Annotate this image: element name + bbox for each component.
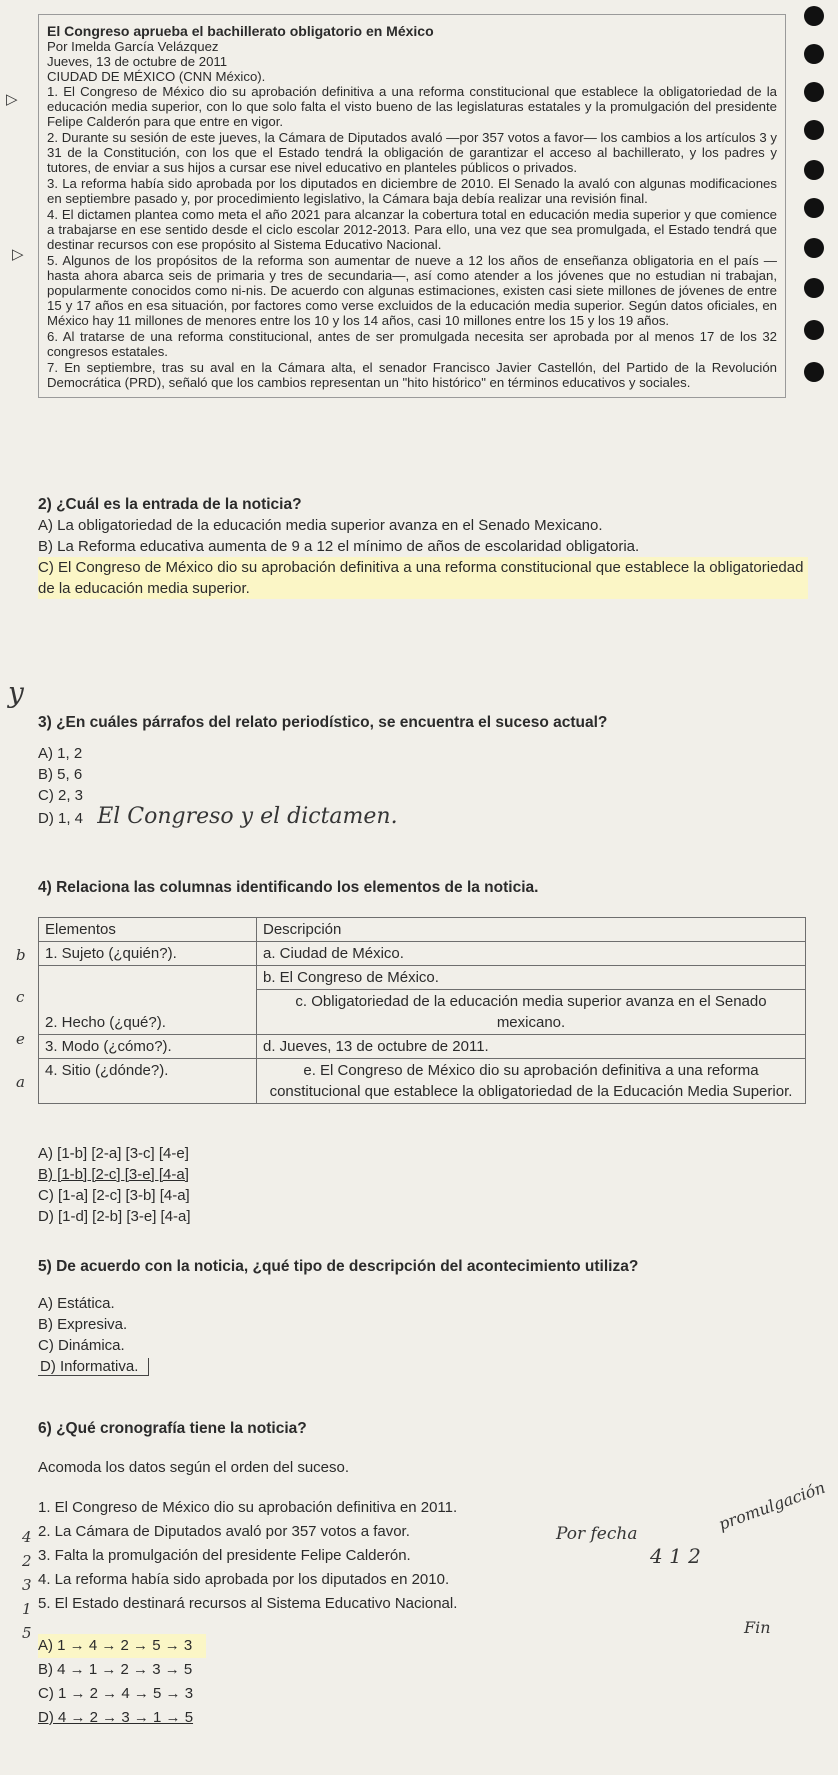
element-cell: [39, 966, 257, 1035]
question-6: [38, 1418, 808, 1730]
margin-mark: e: [16, 1030, 25, 1048]
handwritten-note: Por fecha: [556, 1524, 638, 1544]
article-paragraph: 2. Durante su sesión de este jueves, la Cámara de Diputados avaló —por 357 votos a favor— los cambios a los artículos 3 y 31 de la Constitución, con los que el Estado tendrá la obligación de garantizar el acceso al bachillerato, y los padres y tutores, de enviar a sus hijos a cursar ese nivel educativo en planteles públicos o privados.: [47, 130, 777, 175]
binder-hole: [804, 238, 824, 258]
answer-option[interactable]: A) La obligatoriedad de la educación media superior avanza en el Senado Mexicano.: [38, 517, 603, 534]
margin-mark: a: [16, 1073, 25, 1091]
chronology-item: 2. La Cámara de Diputados avaló por 357 votos a favor.: [38, 1523, 410, 1540]
option-label: D) 1, 4: [38, 810, 84, 827]
answer-option-selected[interactable]: B) [1-b] [2-c] [3-e] [4-a]: [38, 1166, 189, 1183]
margin-arrow: ▷: [6, 90, 18, 108]
description-cell: b. El Congreso de México.: [257, 966, 806, 990]
question-title: 4) Relaciona las columnas identificando los elementos de la noticia.: [38, 879, 539, 896]
instruction-text: Acomoda los datos según el orden del suceso.: [38, 1459, 350, 1476]
binder-hole: [804, 198, 824, 218]
question-4: [38, 877, 808, 898]
article-date: Jueves, 13 de octubre de 2011: [47, 54, 228, 69]
description-cell: d. Jueves, 13 de octubre de 2011.: [257, 1035, 806, 1059]
question-title: 2) ¿Cuál es la entrada de la noticia?: [38, 496, 302, 513]
margin-arrow: ▷: [12, 245, 24, 263]
handwritten-mark: y: [8, 676, 24, 709]
article-paragraph: 6. Al tratarse de una reforma constitucional, antes de ser promulgada necesita ser aprobada por al menos 17 de los 32 congresos estatales.: [47, 329, 777, 359]
element-cell: 3. Modo (¿cómo?).: [39, 1035, 257, 1059]
answer-option[interactable]: C) [1-a] [2-c] [3-b] [4-a]: [38, 1187, 190, 1204]
question-5: [38, 1256, 808, 1377]
article-paragraph: 1. El Congreso de México dio su aprobación definitiva a una reforma constitucional que establece la obligatoriedad de la educación media superior, con lo que solo falta el visto bueno de las legislaturas estatales y la promulgación del presidente Felipe Calderón para que entre en vigor.: [47, 84, 777, 129]
margin-number: 4: [22, 1528, 32, 1546]
chronology-item: 3. Falta la promulgación del presidente Felipe Calderón.: [38, 1547, 411, 1564]
question-title: 6) ¿Qué cronografía tiene la noticia?: [38, 1420, 307, 1437]
answer-option[interactable]: D) 4 → 2 → 3 → 1 → 5: [38, 1709, 194, 1726]
answer-option-selected[interactable]: C) El Congreso de México dio su aprobación definitiva a una reforma constitucional que establece la obligatoriedad de la educación media superior.: [38, 557, 808, 599]
article-location: CIUDAD DE MÉXICO (CNN México).: [47, 69, 266, 84]
table-header: Elementos: [39, 918, 257, 942]
binder-hole: [804, 278, 824, 298]
margin-number: 3: [22, 1576, 32, 1594]
article-title: El Congreso aprueba el bachillerato obligatorio en México: [47, 23, 434, 39]
description-cell: a. Ciudad de México.: [257, 942, 806, 966]
element-cell: 4. Sitio (¿dónde?).: [39, 1059, 257, 1104]
binder-hole: [804, 320, 824, 340]
binder-hole: [804, 362, 824, 382]
article-paragraph: 3. La reforma había sido aprobada por los diputados en diciembre de 2010. El Senado la avaló con algunas modificaciones en septiembre pasado y, por procedimiento legislativo, la Cámara baja debía realizar una revisión final.: [47, 176, 777, 206]
margin-number: 2: [22, 1552, 32, 1570]
answer-option[interactable]: B) Expresiva.: [38, 1316, 128, 1333]
article-paragraph: 4. El dictamen plantea como meta el año 2021 para alcanzar la cobertura total en educación media superior y que comience a trabajarse en ese sentido desde el ciclo escolar 2012-2013. Para ello, una vez que sea promulgada, el Estado tendrá que destinar recursos con ese propósito al Sistema Educativo Nacional.: [47, 207, 777, 252]
answer-option[interactable]: B) 5, 6: [38, 766, 83, 783]
answer-option[interactable]: C) 2, 3: [38, 787, 84, 804]
binder-hole: [804, 6, 824, 26]
answer-option[interactable]: D) [1-d] [2-b] [3-e] [4-a]: [38, 1208, 191, 1225]
news-article: [38, 14, 786, 398]
handwritten-note: promulgación: [716, 1477, 828, 1534]
element-cell: 1. Sujeto (¿quién?).: [39, 942, 257, 966]
answer-option[interactable]: A) [1-b] [2-a] [3-c] [4-e]: [38, 1145, 189, 1162]
margin-number: 1: [22, 1600, 32, 1618]
answer-option[interactable]: B) La Reforma educativa aumenta de 9 a 12 el mínimo de años de escolaridad obligatoria.: [38, 538, 640, 555]
handwritten-note: Fin: [744, 1618, 771, 1637]
binder-hole: [804, 82, 824, 102]
article-paragraph: 7. En septiembre, tras su aval en la Cámara alta, el senador Francisco Javier Castellón, del Partido de la Revolución Democrática (PRD), señaló que los cambios representan un "hito histórico" en términos educativos y sociales.: [47, 360, 777, 390]
question-3: [38, 712, 808, 829]
answer-option-selected[interactable]: D) Informativa.: [38, 1358, 149, 1376]
description-cell: c. Obligatoriedad de la educación media superior avanza en el Senado mexicano.: [257, 990, 806, 1035]
binder-hole: [804, 44, 824, 64]
handwritten-note: El Congreso y el dictamen.: [97, 804, 398, 829]
margin-mark: c: [16, 988, 25, 1006]
question-4-options: [38, 1143, 808, 1227]
question-title: 3) ¿En cuáles párrafos del relato periodístico, se encuentra el suceso actual?: [38, 714, 608, 731]
question-title: 5) De acuerdo con la noticia, ¿qué tipo de descripción del acontecimiento utiliza?: [38, 1258, 639, 1275]
margin-number: 5: [22, 1624, 32, 1642]
answer-option[interactable]: C) Dinámica.: [38, 1337, 125, 1354]
handwritten-note: 4 1 2: [650, 1544, 701, 1568]
chronology-item: 1. El Congreso de México dio su aprobación definitiva en 2011.: [38, 1499, 458, 1516]
table-header: Descripción: [257, 918, 806, 942]
answer-option-selected[interactable]: [38, 806, 808, 829]
article-author: Por Imelda García Velázquez: [47, 39, 219, 54]
chronology-item: 5. El Estado destinará recursos al Sistema Educativo Nacional.: [38, 1595, 458, 1612]
answer-option[interactable]: A) 1 → 4 → 2 → 5 → 3: [38, 1634, 206, 1658]
margin-mark: b: [16, 946, 26, 964]
answer-option[interactable]: A) 1, 2: [38, 745, 83, 762]
answer-option[interactable]: B) 4 → 1 → 2 → 3 → 5: [38, 1661, 193, 1678]
article-paragraph: 5. Algunos de los propósitos de la reforma son aumentar de nueve a 12 los años de enseñanza obligatoria en el país —hasta ahora abarca seis de primaria y tres de secundaria—, así como atender a los jóvenes que no estudian ni trabajan, popularmente conocidos como ni-nis. De acuerdo con algunas estimaciones, existen casi siete millones de jóvenes de entre 15 y 17 años en esa situación, por factores como verse excluidos de la educación media superior. Según datos oficiales, en México hay 11 millones de menores entre los 10 y los 14 años, casi 10 millones entre los 15 y los 19 años.: [47, 253, 777, 328]
description-cell: e. El Congreso de México dio su aprobación definitiva a una reforma constitucional que establece la obligatoriedad de la Educación Media Superior.: [257, 1059, 806, 1104]
relation-table: [38, 917, 806, 1104]
question-2: [38, 494, 808, 599]
answer-option[interactable]: C) 1 → 2 → 4 → 5 → 3: [38, 1685, 194, 1702]
element-label: 2. Hecho (¿qué?).: [45, 1014, 166, 1031]
chronology-item: 4. La reforma había sido aprobada por los diputados en 2010.: [38, 1571, 450, 1588]
binder-hole: [804, 120, 824, 140]
binder-hole: [804, 160, 824, 180]
answer-option[interactable]: A) Estática.: [38, 1295, 115, 1312]
